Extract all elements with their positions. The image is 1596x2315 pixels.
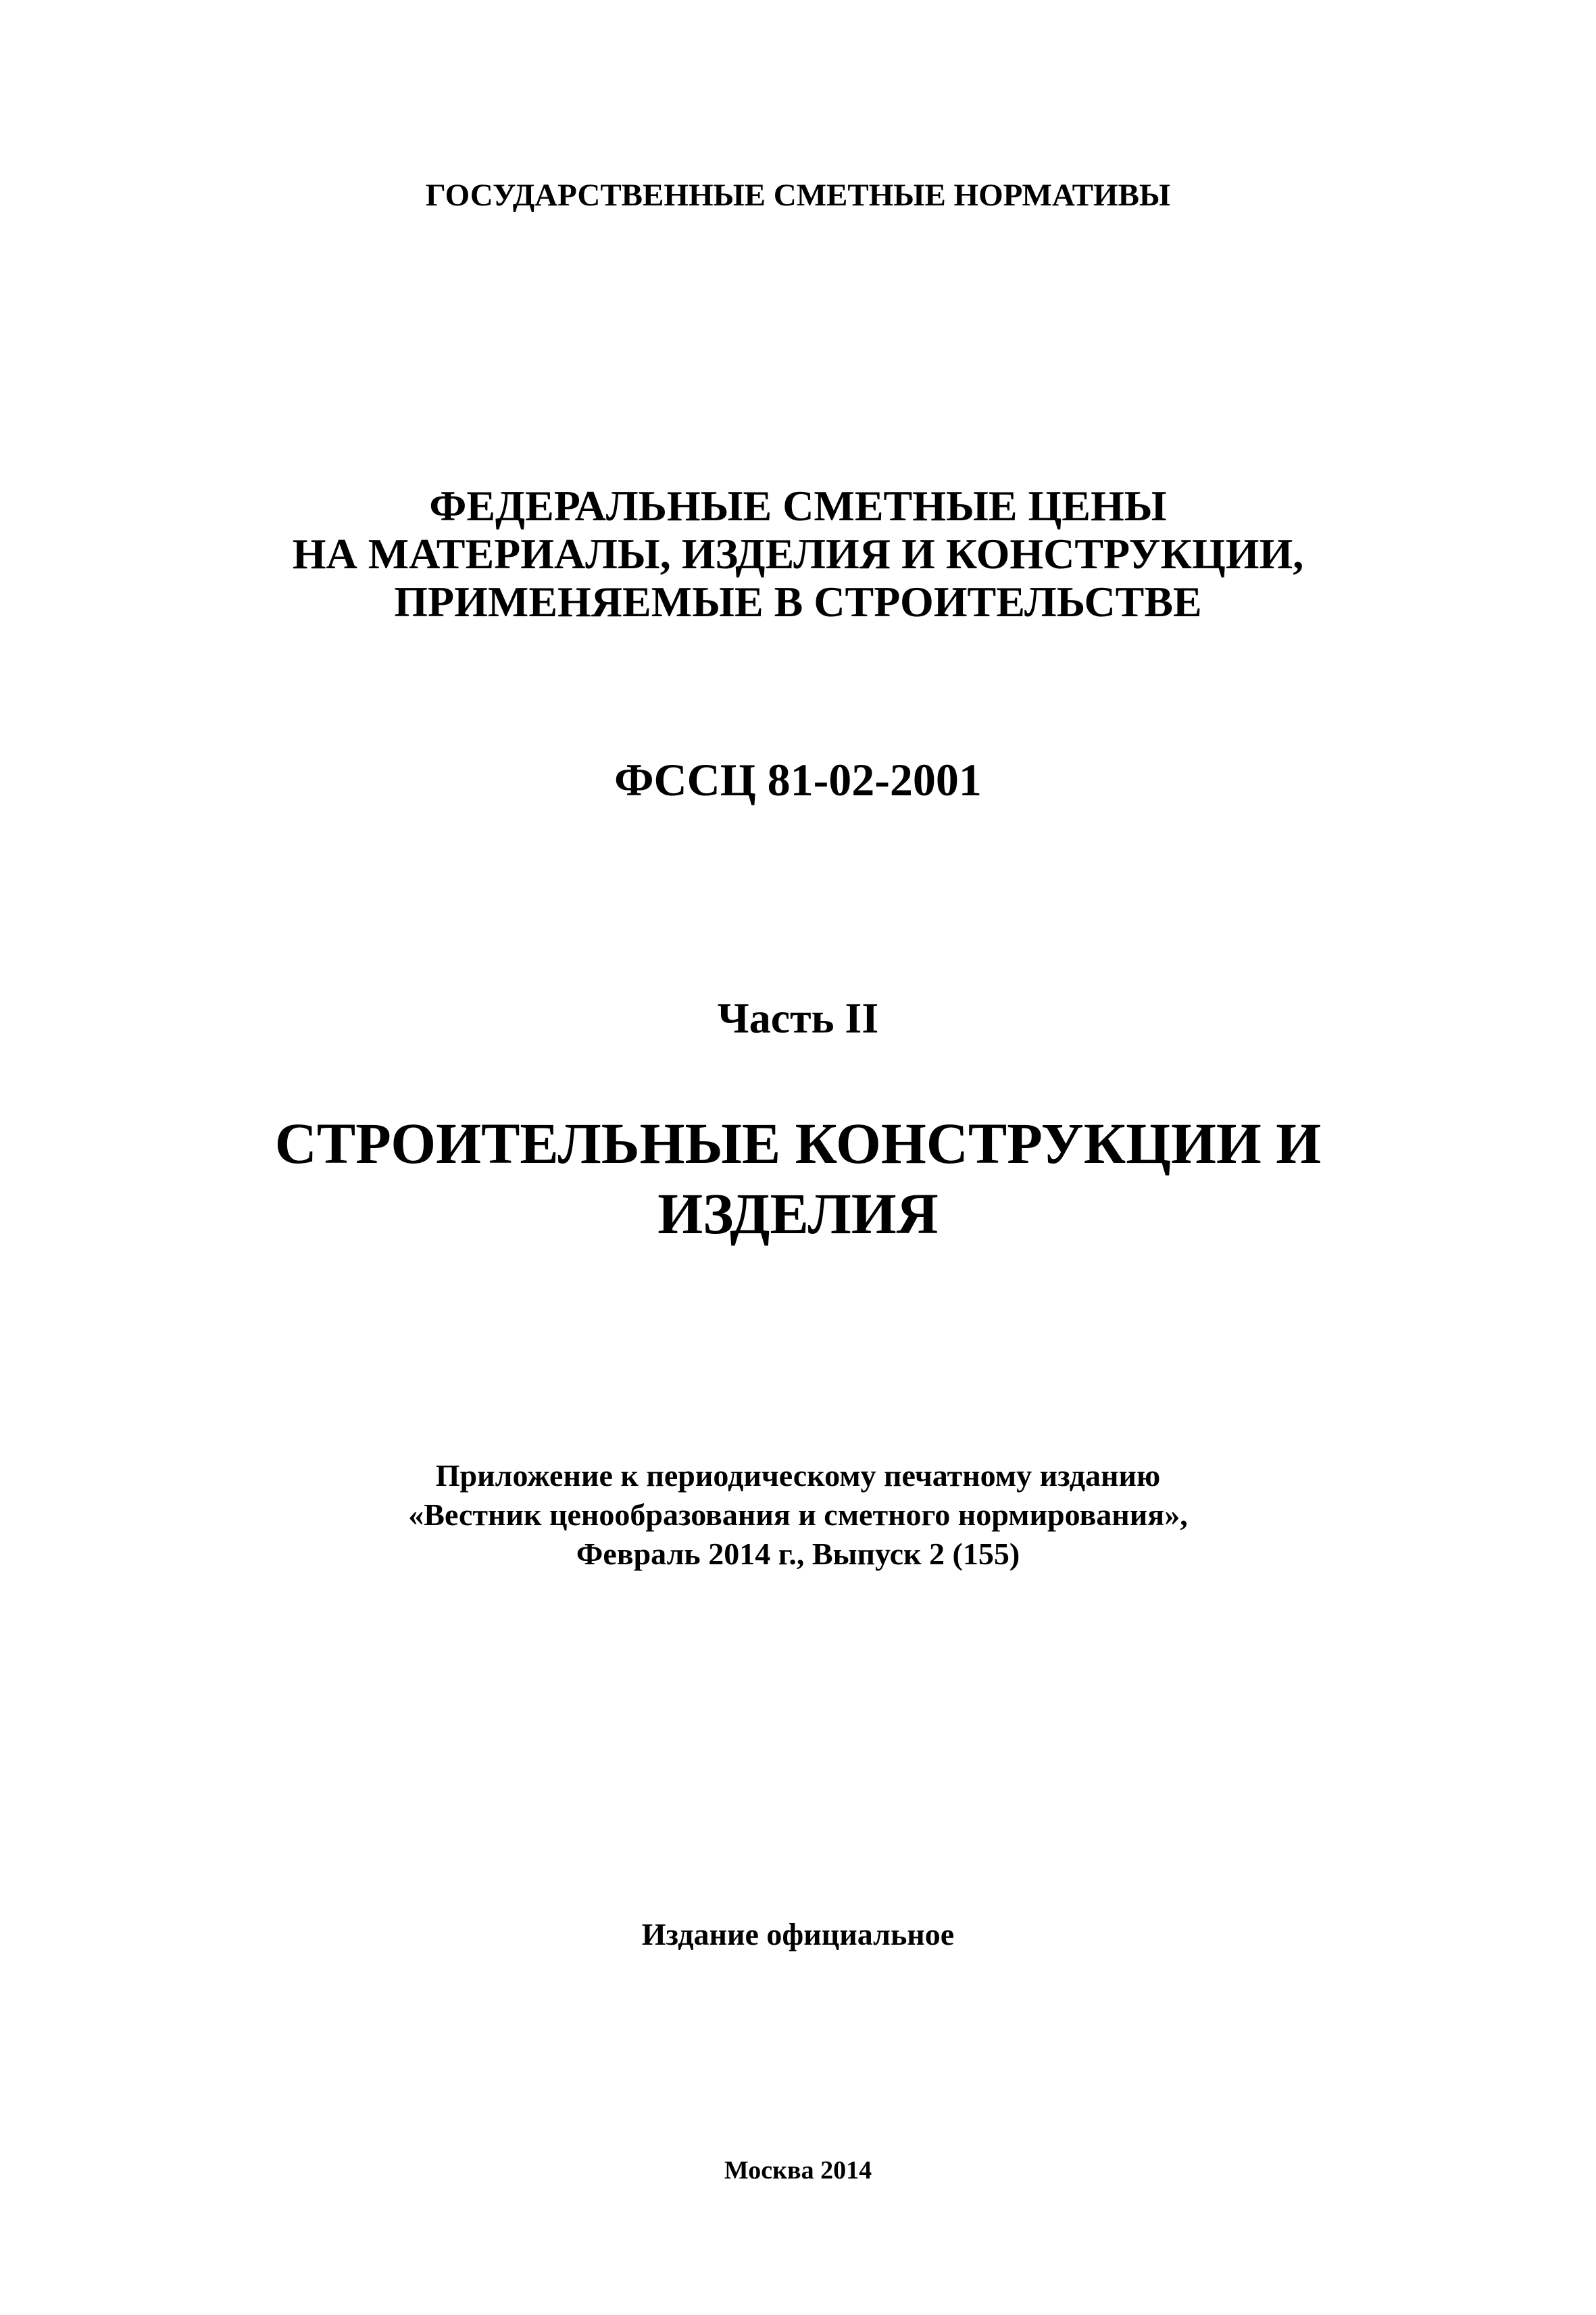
part-label: Часть II	[717, 994, 879, 1042]
supplement-line: «Вестник ценообразования и сметного нормирования»,	[408, 1497, 1188, 1532]
main-title-line: ФЕДЕРАЛЬНЫЕ СМЕТНЫЕ ЦЕНЫ	[429, 482, 1167, 530]
supplement-note	[0, 1456, 1596, 1574]
edition-note: Издание официальное	[641, 1917, 955, 1951]
imprint: Москва 2014	[724, 2156, 872, 2185]
main-title-line: НА МАТЕРИАЛЫ, ИЗДЕЛИЯ И КОНСТРУКЦИИ,	[292, 530, 1304, 578]
main-title	[0, 482, 1596, 626]
series-heading: ГОСУДАРСТВЕННЫЕ СМЕТНЫЕ НОРМАТИВЫ	[425, 178, 1171, 213]
supplement-line: Приложение к периодическому печатному изданию	[435, 1458, 1161, 1493]
part-title-line: ИЗДЕЛИЯ	[657, 1181, 939, 1246]
main-title-line: ПРИМЕНЯЕМЫЕ В СТРОИТЕЛЬСТВЕ	[394, 578, 1202, 626]
supplement-line: Февраль 2014 г., Выпуск 2 (155)	[576, 1537, 1020, 1571]
document-code: ФССЦ 81-02-2001	[614, 754, 982, 805]
part-title	[0, 1108, 1596, 1249]
part-title-line: СТРОИТЕЛЬНЫЕ КОНСТРУКЦИИ И	[274, 1111, 1322, 1176]
